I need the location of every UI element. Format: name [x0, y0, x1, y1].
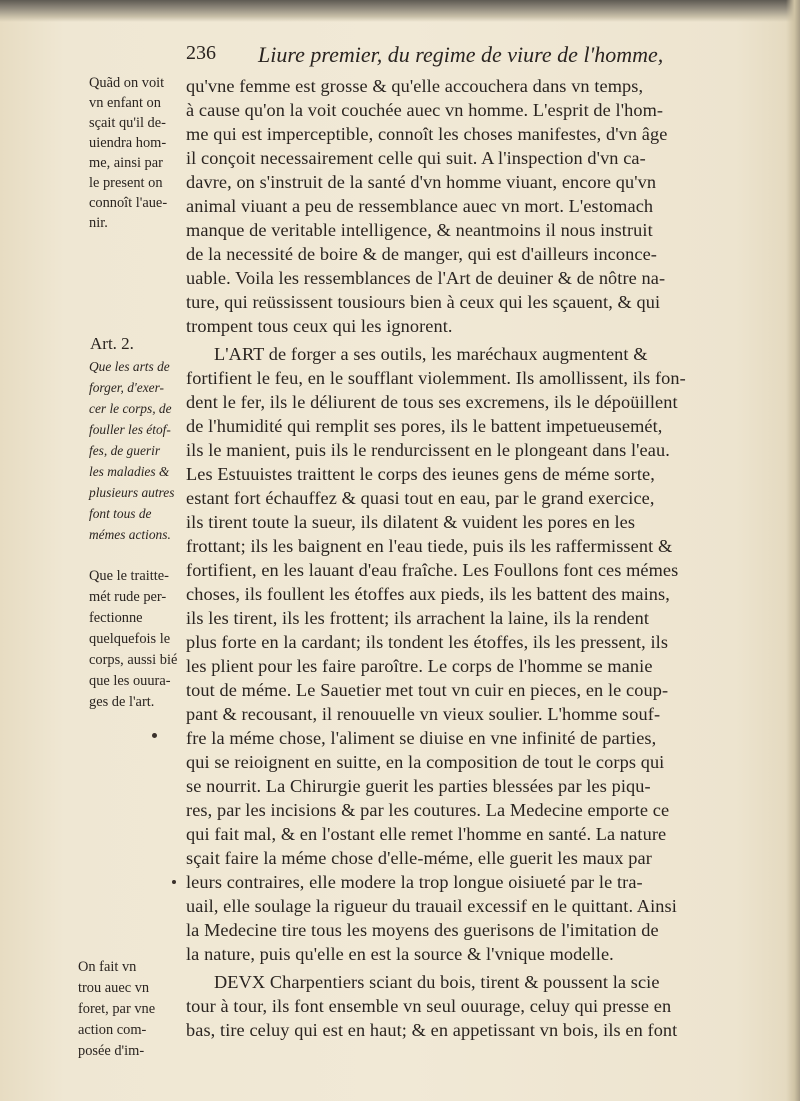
text-line: de l'humidité qui remplit ses pores, ils le battent impetueusemét, — [186, 416, 663, 436]
text-line: me qui est imperceptible, connoît les choses manifestes, d'vn âge — [186, 124, 668, 144]
printer-mark — [152, 733, 157, 738]
note-line: mémes actions. — [89, 527, 171, 542]
text-line: dent le fer, ils le déliurent de tous ses excremens, ils le dépoüillent — [186, 392, 678, 412]
note-line: corps, aussi bié — [89, 652, 178, 668]
text-line: plus forte en la cardant; ils tondent les étoffes, ils les pressent, ils — [186, 632, 669, 652]
text-line: fre la méme chose, l'aliment se diuise en vne infinité de parties, — [186, 728, 657, 748]
note-line: quelquefois le — [89, 631, 171, 647]
note-line: trou auec vn — [78, 980, 150, 996]
text-line: qu'vne femme est grosse & qu'elle accouchera dans vn temps, — [186, 76, 644, 96]
note-line: le present on — [89, 175, 163, 191]
text-line: les plient pour les faire paroître. Le corps de l'homme se manie — [186, 656, 653, 676]
note-line: cer le corps, de — [89, 401, 172, 416]
note-line: les maladies & — [89, 464, 170, 479]
text-line: davre, on s'instruit de la santé d'vn homme viuant, encore qu'vn — [186, 172, 657, 192]
printer-mark — [172, 880, 176, 884]
text-line: L'ART de forger a ses outils, les maréchaux augmentent & — [214, 344, 648, 364]
note-line: forger, d'exer- — [89, 380, 164, 395]
note-line: nir. — [89, 215, 108, 231]
text-line: la nature, puis qu'elle en est la source & l'vnique modelle. — [186, 944, 614, 964]
text-line: manque de veritable intelligence, & neantmoins il nous instruit — [186, 220, 653, 240]
note-line: action com- — [78, 1022, 147, 1038]
note-line: foret, par vne — [78, 1001, 156, 1017]
page-header — [186, 36, 786, 70]
text-line: la Medecine tire tous les moyens des guerisons de l'imitation de — [186, 920, 659, 940]
note-line: plusieurs autres — [89, 485, 175, 500]
text-line: uable. Voila les ressemblances de l'Art de deuiner & de nôtre na- — [186, 268, 666, 288]
text-line: frottant; ils les baignent en l'eau tiede, puis ils les raffermissent & — [186, 536, 673, 556]
text-line: tour à tour, ils font ensemble vn seul ouurage, celuy qui presse en — [186, 996, 672, 1016]
note-line: sçait qu'il de- — [89, 115, 166, 131]
note-line: mét rude per- — [89, 589, 167, 605]
note-line: fouller les étof- — [89, 422, 171, 437]
text-line: bas, tire celuy qui est en haut; & en appetissant vn bois, ils en font — [186, 1020, 678, 1040]
text-line: sçait faire la méme chose d'elle-méme, elle guerit les maux par — [186, 848, 652, 868]
page-top-shadow — [0, 0, 800, 22]
text-line: pant & recousant, il renouuelle vn vieux soulier. L'homme souf- — [186, 704, 661, 724]
text-line: ils le manient, puis ils le rendurcissent en le plongeant dans l'eau. — [186, 440, 670, 460]
page-edge-shadow — [786, 0, 800, 1101]
text-line: à cause qu'on la voit couchée auec vn homme. L'esprit de l'hom- — [186, 100, 664, 120]
note-line: que les ouura- — [89, 673, 171, 689]
text-line: de la necessité de boire & de manger, qui est d'ailleurs inconce- — [186, 244, 657, 264]
text-line: leurs contraires, elle modere la trop longue oisiueté par le tra- — [186, 872, 643, 892]
note-line: On fait vn — [78, 959, 137, 975]
text-line: ture, qui reüssissent tousiours bien à ceux qui les sçauent, & qui — [186, 292, 661, 312]
text-line: ils les tirent, ils les frottent; ils arrachent la laine, ils la rendent — [186, 608, 650, 628]
text-line: uail, elle soulage la rigueur du trauail excessif en le quittant. Ainsi — [186, 896, 677, 916]
note-line: connoît l'aue- — [89, 195, 168, 211]
text-line: se nourrit. La Chirurgie guerit les parties blessées par les piqu- — [186, 776, 651, 796]
text-line: il conçoit necessairement celle qui suit. A l'inspection d'vn ca- — [186, 148, 646, 168]
note-line: uiendra hom- — [89, 135, 167, 151]
article-label: Art. 2. — [90, 334, 134, 353]
note-line: font tous de — [89, 506, 152, 521]
note-line: Quãd on voit — [89, 75, 165, 91]
note-line: fectionne — [89, 610, 143, 626]
text-line: estant fort échauffez & quasi tout en eau, par le grand exercice, — [186, 488, 655, 508]
running-title: Liure premier, du regime de viure de l'homme, — [258, 42, 664, 67]
note-line: vn enfant on — [89, 95, 161, 111]
text-line: DEVX Charpentiers sciant du bois, tirent & poussent la scie — [214, 972, 660, 992]
note-line: me, ainsi par — [89, 155, 163, 171]
text-line: Les Estuuistes traittent le corps des ieunes gens de méme sorte, — [186, 464, 655, 484]
page-number: 236 — [186, 42, 216, 64]
text-line: tout de méme. Le Sauetier met tout vn cuir en pieces, en le coup- — [186, 680, 669, 700]
note-line: posée d'im- — [78, 1043, 145, 1059]
text-line: qui fait mal, & en l'ostant elle remet l'homme en santé. La nature — [186, 824, 667, 844]
text-line: ils tirent toute la sueur, ils dilatent & vuident les pores en les — [186, 512, 636, 532]
text-line: trompent tous ceux qui les ignorent. — [186, 316, 453, 336]
text-line: fortifient le feu, en le soufflant violemment. Ils amollissent, ils fon- — [186, 368, 686, 388]
text-line: animal viuant a peu de ressemblance auec vn mort. L'estomach — [186, 196, 654, 216]
note-line: Que le traitte- — [89, 568, 169, 584]
note-line: fes, de guerir — [89, 443, 161, 458]
text-line: qui se reioignent en suitte, en la composition de tout le corps qui — [186, 752, 665, 772]
text-line: choses, ils foullent les étoffes aux pieds, ils les battent des mains, — [186, 584, 670, 604]
text-line: fortifient, en les lauant d'eau fraîche. Les Foullons font ces mémes — [186, 560, 679, 580]
note-line: Que les arts de — [89, 359, 170, 374]
note-line: ges de l'art. — [89, 694, 155, 710]
text-line: res, par les incisions & par les coutures. La Medecine emporte ce — [186, 800, 670, 820]
